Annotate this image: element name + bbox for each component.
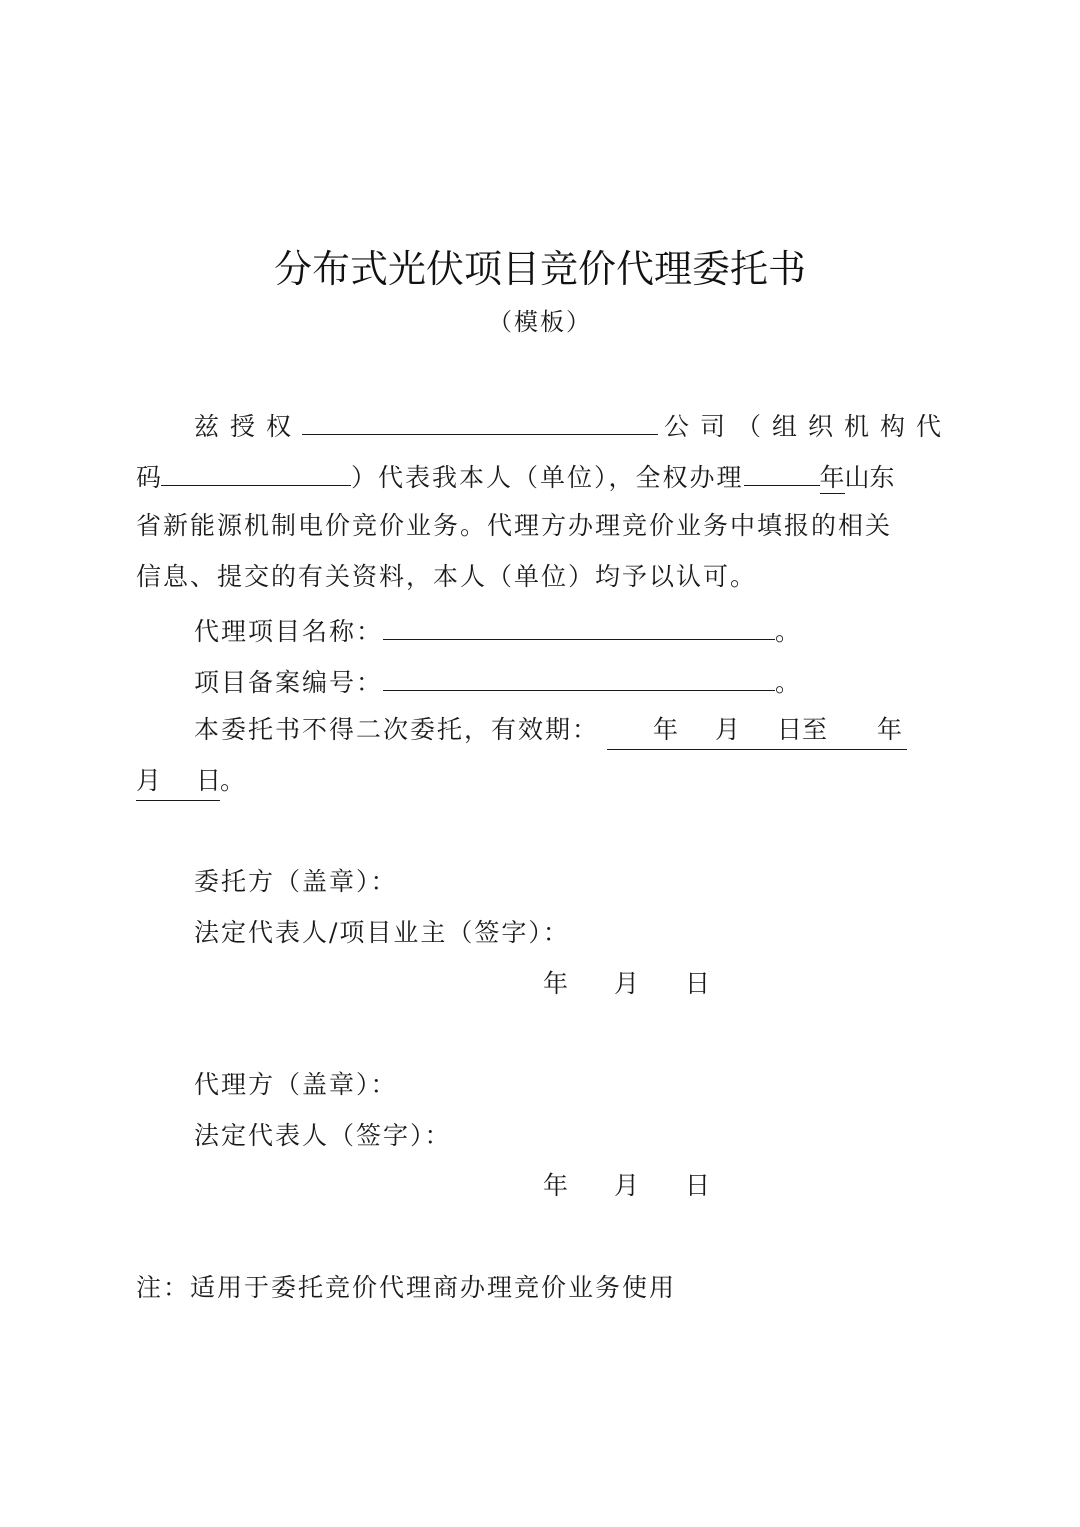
validity-month2: 月 bbox=[136, 766, 162, 795]
para1-line1 bbox=[194, 406, 952, 445]
code-label: 码 bbox=[136, 463, 162, 492]
validity-label: 本委托书不得二次委托，有效期： bbox=[194, 715, 600, 744]
usage-note: 注：适用于委托竞价代理商办理竞价业务使用 bbox=[136, 1273, 677, 1302]
validity-year2: 年 bbox=[877, 715, 903, 744]
principal-sign-label: 法定代表人/项目业主（签字）： bbox=[194, 918, 570, 947]
principal-year: 年 bbox=[543, 969, 569, 998]
validity-end: 。 bbox=[220, 766, 246, 795]
org-code-blank bbox=[161, 457, 351, 486]
agent-seal-label: 代理方（盖章）： bbox=[194, 1070, 398, 1099]
principal-month: 月 bbox=[614, 969, 640, 998]
project-record-label: 项目备案编号： bbox=[194, 668, 384, 697]
agent-month: 月 bbox=[614, 1171, 640, 1200]
principal-seal-label: 委托方（盖章）： bbox=[194, 867, 398, 896]
validity-date-range-end bbox=[136, 763, 220, 801]
document-subtitle: （模板） bbox=[488, 308, 592, 336]
project-record-blank bbox=[383, 662, 775, 691]
para1-line3: 省新能源机制电价竞价业务。代理方办理竞价业务中填报的相关 bbox=[136, 511, 893, 540]
project-name-end: 。 bbox=[775, 617, 801, 646]
represent-text: ）代表我本人（单位），全权办理 bbox=[351, 463, 744, 492]
validity-line1 bbox=[194, 712, 907, 750]
year-label: 年 bbox=[819, 463, 845, 492]
validity-day1: 日至 bbox=[777, 715, 828, 744]
para1-line4: 信息、提交的有关资料，本人（单位）均予以认可。 bbox=[136, 562, 758, 591]
document-title: 分布式光伏项目竞价代理委托书 bbox=[273, 247, 806, 291]
validity-year1: 年 bbox=[653, 715, 679, 744]
principal-date bbox=[543, 966, 710, 1002]
project-name-line bbox=[194, 611, 800, 650]
agent-date bbox=[543, 1168, 710, 1204]
agent-sign-label: 法定代表人（签字）： bbox=[194, 1121, 452, 1150]
project-record-end: 。 bbox=[775, 668, 801, 697]
company-org-code-label: 公司（组织机构代 bbox=[664, 412, 953, 441]
company-name-blank bbox=[302, 406, 658, 435]
validity-date-range bbox=[607, 712, 907, 750]
validity-day2: 日 bbox=[196, 766, 222, 795]
project-record-line bbox=[194, 662, 800, 701]
agent-year: 年 bbox=[543, 1171, 569, 1200]
shandong-text: 山东 bbox=[844, 463, 895, 492]
project-name-label: 代理项目名称： bbox=[194, 617, 384, 646]
year-blank bbox=[744, 457, 820, 486]
principal-day: 日 bbox=[685, 969, 711, 998]
agent-day: 日 bbox=[685, 1171, 711, 1200]
para1-line2 bbox=[136, 457, 895, 496]
authorize-label: 兹授权 bbox=[194, 412, 303, 441]
project-name-blank bbox=[383, 611, 775, 640]
validity-line2 bbox=[136, 763, 245, 801]
validity-month1: 月 bbox=[715, 715, 741, 744]
